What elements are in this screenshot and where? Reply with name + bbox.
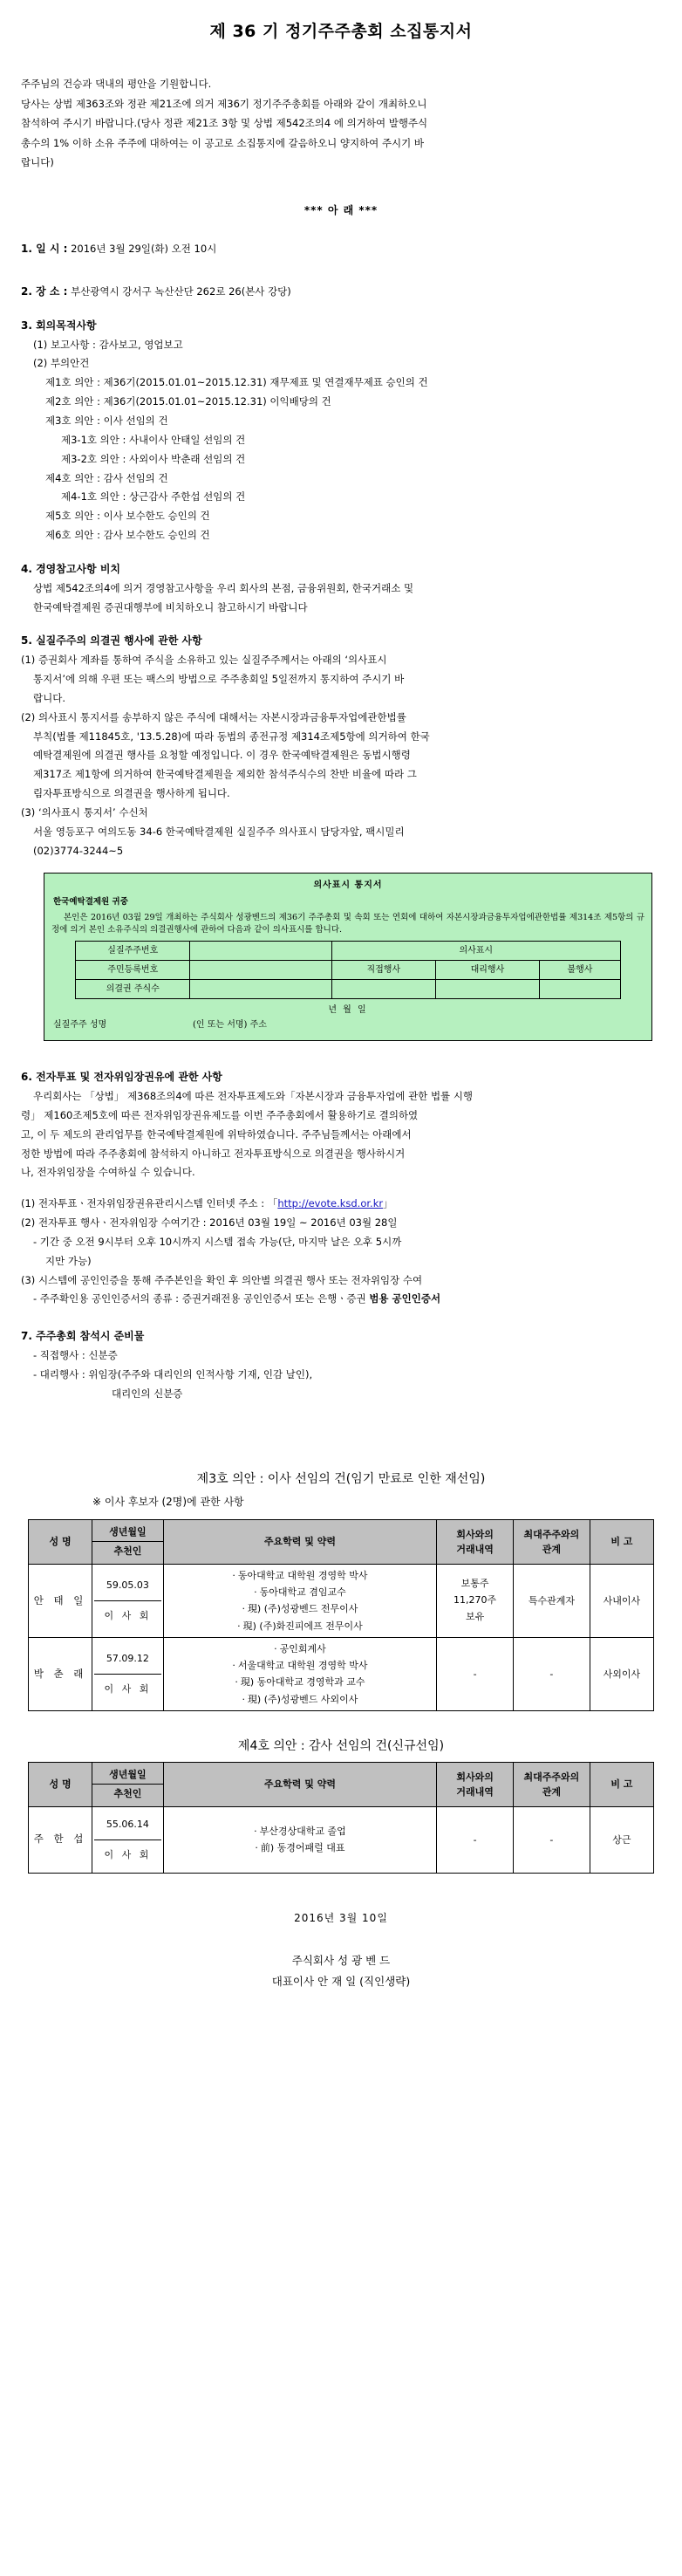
intent-notice-box (44, 873, 652, 1041)
career-item: · 서울대학교 대학원 경영학 박사 (166, 1657, 435, 1674)
career-item: · 동아대학교 겸임교수 (166, 1584, 435, 1600)
header-relation-line2: 관계 (542, 1543, 562, 1555)
section-4-line-2: 한국예탁결제원 증권대행부에 비치하오니 참고하시기 바랍니다 (33, 600, 308, 613)
cell-label-shareholder-no: 실질주주번호 (76, 942, 190, 961)
agenda3-title: 제3호 의안 : 이사 선임의 건(임기 만료로 인한 재선임) (196, 1471, 486, 1486)
section-6-heading: 6. 전자투표 및 전자위임장권유에 관한 사항 (21, 1071, 222, 1084)
career-item: · 前) 동경어패럴 대표 (166, 1840, 435, 1856)
section-agenda-purpose (14, 316, 668, 545)
candidate-note: 사외이사 (590, 1637, 653, 1710)
candidate-dob-recommender (92, 1637, 164, 1710)
header-company-dealings (437, 1762, 514, 1806)
candidate-career (163, 1564, 437, 1637)
candidate-recommender: 이 사 회 (104, 1848, 152, 1860)
candidate-dob-recommender (92, 1564, 164, 1637)
career-item: · 現) (주)성광벤드 전무이사 (166, 1600, 435, 1617)
candidate-note: 사내이사 (590, 1564, 653, 1637)
section-6-item-3: (3) 시스템에 공인인증을 통해 주주본인을 확인 후 의안별 의결권 행사 또는 전자위임장 수여 (21, 1273, 423, 1286)
auditor-candidates-table (28, 1762, 654, 1874)
agenda-item-3: 제3호 의안 : 이사 선임의 건 (45, 414, 168, 427)
header-dob: 생년월일 (92, 1523, 163, 1542)
career-item: · 現) (주)화진피에프 전무이사 (166, 1618, 435, 1634)
section-4-line-1: 상법 제542조의4에 의거 경영참고사항을 우리 회사의 본점, 금융위원회, 한국거래소 및 (33, 581, 414, 594)
table-row (29, 1637, 654, 1710)
intent-notice-footer (51, 1018, 644, 1031)
candidate-company-dealings: - (437, 1637, 514, 1710)
section-4-heading: 4. 경영참고사항 비치 (21, 562, 121, 575)
evote-url-link[interactable]: http://evote.ksd.or.kr (277, 1197, 384, 1210)
section-6-item-2-sub-b: 지만 가능) (45, 1254, 92, 1267)
agenda-item-4-1: 제4-1호 의안 : 상근감사 주한섭 선임의 건 (61, 490, 246, 504)
representative-name: 대표이사 안 재 일 (직인생략) (271, 1974, 411, 1988)
section-6-body-line-2: 령」 제160조제5호에 따른 전자위임장권유제도를 이번 주주총회에서 활용하기로 결의하였 (21, 1108, 419, 1121)
arae-divider: *** 아 래 *** (303, 203, 379, 216)
agenda-item-1: 제1호 의안 : 제36기(2015.01.01~2015.12.31) 재무제표 및 연결재무제표 승인의 건 (45, 376, 428, 389)
cell-input-resident-no[interactable] (190, 961, 331, 980)
candidate-relation: 특수관계자 (514, 1564, 590, 1637)
header-company-dealings (437, 1519, 514, 1564)
agenda-item-6: 제6호 의안 : 감사 보수한도 승인의 건 (45, 529, 210, 542)
section-1-value: 2016년 3월 29일(화) 오전 10시 (71, 243, 217, 256)
agenda4-title: 제4호 의안 : 감사 선임의 건(신규선임) (237, 1738, 445, 1753)
cell-check-proxy[interactable] (435, 980, 539, 999)
cell-input-shareholder-no[interactable] (190, 942, 331, 961)
cell-check-abstain[interactable] (540, 980, 621, 999)
cell-option-abstain: 불행사 (540, 961, 621, 980)
candidate-company-dealings: - (437, 1806, 514, 1873)
table-header-row (29, 1519, 654, 1564)
career-item: · 동아대학교 대학원 경영학 박사 (166, 1567, 435, 1584)
candidate-dob: 59.05.03 (94, 1571, 161, 1601)
spacer (21, 1182, 668, 1195)
section-3-heading: 3. 회의목적사항 (21, 319, 97, 332)
section-6-body-line-4: 정한 방법에 따라 주주총회에 참석하지 아니하고 전자투표방식으로 의결권을 행사하시거 (21, 1147, 406, 1160)
section-6-item-2: (2) 전자투표 행사ㆍ전자위임장 수여기간 : 2016년 03월 19일 ~ 2016년 03월 28일 (21, 1216, 398, 1230)
dealings-line: 보유 (465, 1610, 485, 1622)
section-1-label: 1. 일 시 : (21, 243, 68, 256)
section-3-report: (1) 보고사항 : 감사보고, 영업보고 (33, 338, 183, 351)
table-row (76, 942, 621, 961)
header-major-shareholder-relation (514, 1762, 590, 1806)
page-title: 제 36 기 정기주주총회 소집통지서 (209, 22, 473, 41)
candidate-name: 안 태 일 (29, 1564, 92, 1637)
header-dob: 생년월일 (92, 1765, 163, 1785)
intro-line-3: 참석하여 주시기 바랍니다.(당사 정관 제21조 3항 및 상법 제542조의4 에 의거하여 발행주식 (21, 117, 428, 130)
agenda-item-4: 제4호 의안 : 감사 선임의 건 (45, 471, 168, 484)
career-item: · 現) 동아대학교 경영학과 교수 (166, 1674, 435, 1690)
header-career: 주요학력 및 약력 (163, 1762, 437, 1806)
cert-types-emphasis: 범용 공인인증서 (369, 1292, 441, 1305)
section-5-p1-line-1: (1) 증권회사 계좌를 통하여 주식을 소유하고 있는 실질주주께서는 아래의 ‘의사표시 (21, 654, 387, 667)
section-electronic-voting (14, 1067, 668, 1309)
header-dob-recommender (92, 1519, 164, 1564)
intent-notice-recipient: 한국예탁결제원 귀중 (53, 897, 128, 908)
candidate-name: 박 춘 래 (29, 1637, 92, 1710)
intro-line-4: 총수의 1% 이하 소유 주주에 대하여는 이 공고로 소집통지에 갈음하오니 양지하여 주시기 바 (21, 136, 425, 149)
section-5-heading: 5. 실질주주의 의결권 행사에 관한 사항 (21, 634, 202, 647)
cell-check-direct[interactable] (331, 980, 435, 999)
career-item: · 現) (주)성광벤드 사외이사 (166, 1691, 435, 1708)
career-item: · 부산경상대학교 졸업 (166, 1823, 435, 1840)
section-2-label: 2. 장 소 : (21, 284, 68, 298)
section-5-p2-line-3: 예탁결제원에 의결권 행사를 요청할 예정입니다. 이 경우 한국예탁결제원은 동법시행령 (33, 749, 411, 762)
cell-label-resident-no: 주민등록번호 (76, 961, 190, 980)
section-5-p2-line-1: (2) 의사표시 통지서를 송부하지 않은 주식에 대해서는 자본시장과금융투자업에관한법률 (21, 710, 406, 723)
candidate-relation: - (514, 1806, 590, 1873)
spacer (14, 1404, 668, 1444)
header-recommender: 추천인 (113, 1545, 142, 1558)
bracket-close: 」 (383, 1197, 393, 1210)
section-beneficial-shareholder (14, 631, 668, 860)
signature-block (14, 1950, 668, 1992)
section-5-p3-line-3: (02)3774-3244~5 (33, 844, 124, 857)
header-dob-recommender (92, 1762, 164, 1806)
header-company-dealings-line2: 거래내역 (456, 1785, 494, 1798)
section-6-body-line-3: 고, 이 두 제도의 관리업무를 한국예탁결제원에 위탁하였습니다. 주주님들께서는 아래에서 (21, 1127, 412, 1141)
candidate-recommender: 이 사 회 (104, 1682, 152, 1695)
dealings-line: 11,270주 (454, 1594, 497, 1607)
candidate-dob: 55.06.14 (94, 1810, 161, 1840)
section-6-body-line-5: 나, 전자위임장을 수여하실 수 있습니다. (21, 1166, 195, 1179)
bracket-open: 「 (267, 1197, 278, 1210)
section-meeting-requirements (14, 1326, 668, 1403)
intent-notice-date-line: 년 월 일 (328, 1005, 368, 1016)
section-7-heading: 7. 주주총회 참석시 준비물 (21, 1330, 145, 1343)
section-6-item-2-sub-a: - 기간 중 오전 9시부터 오후 10시까지 시스템 접속 가능(단, 마지막 날은 오후 5시까 (33, 1235, 402, 1248)
section-datetime (14, 239, 668, 259)
section-7-line-3: 대리인의 신분증 (112, 1387, 183, 1400)
agenda-item-5: 제5호 의안 : 이사 보수한도 승인의 건 (45, 510, 210, 523)
intro-paragraphs (14, 74, 668, 172)
agenda3-subtitle: ※ 이사 후보자 (2명)에 관한 사항 (92, 1496, 244, 1509)
section-7-line-2: - 대리행사 : 위임장(주주와 대리인의 인적사항 기재, 인감 날인), (33, 1367, 313, 1380)
section-5-p1-line-2: 통지서’에 의해 우편 또는 팩스의 방법으로 주주총회일 5일전까지 통지하여 주시기 바 (33, 673, 405, 686)
header-company-dealings-line1: 회사와의 (456, 1771, 494, 1783)
header-company-dealings-line1: 회사와의 (456, 1528, 494, 1540)
director-candidates-table (28, 1519, 654, 1711)
section-7-line-1: - 직접행사 : 신분증 (33, 1349, 118, 1362)
intent-notice-seal-label: (인 또는 서명) 주소 (193, 1020, 267, 1031)
candidate-career (163, 1806, 437, 1873)
candidate-recommender: 이 사 회 (104, 1609, 152, 1621)
career-item: · 공인회계사 (166, 1641, 435, 1657)
header-name: 성 명 (29, 1519, 92, 1564)
intro-line-1: 주주님의 건승과 댁내의 평안을 기원합니다. (21, 78, 212, 91)
cell-option-proxy: 대리행사 (435, 961, 539, 980)
company-name: 주식회사 성 광 벤 드 (291, 1954, 391, 1968)
cell-option-direct: 직접행사 (331, 961, 435, 980)
section-5-p2-line-2: 부칙(법률 제11845호, '13.5.28)에 따라 동법의 종전규정 제314조제5항에 의거하여 한국 (33, 730, 430, 743)
header-recommender: 추천인 (113, 1788, 142, 1800)
table-row (76, 980, 621, 999)
intent-notice-title: 의사표시 통지서 (313, 880, 383, 891)
section-5-p3-line-1: (3) ‘의사표시 통지서’ 수신처 (21, 805, 148, 819)
header-note: 비 고 (590, 1519, 653, 1564)
section-3-agenda-heading: (2) 부의안건 (33, 357, 90, 370)
table-row (76, 961, 621, 980)
candidate-name: 주 한 섭 (29, 1806, 92, 1873)
intent-notice-name-label: 실질주주 성명 (53, 1020, 107, 1031)
section-5-p2-line-5: 림자투표방식으로 의결권을 행사하게 됩니다. (33, 787, 230, 800)
header-name: 성 명 (29, 1762, 92, 1806)
intro-line-5: 랍니다) (21, 156, 54, 169)
cert-types-text: - 주주확인용 공인인증서의 종류 : 증권거래전용 공인인증서 또는 은행ㆍ증권 (33, 1292, 370, 1305)
agenda-item-3-1: 제3-1호 의안 : 사내이사 안태일 선임의 건 (61, 433, 246, 446)
candidate-dob: 57.09.12 (94, 1644, 161, 1675)
header-relation-line1: 최대주주와의 (523, 1528, 580, 1540)
agenda-item-3-2: 제3-2호 의안 : 사외이사 박춘래 선임의 건 (61, 452, 246, 465)
section-5-p3-line-2: 서울 영등포구 여의도동 34-6 한국예탁결제원 실질주주 의사표시 담당자앞, 팩시밀리 (33, 825, 405, 838)
header-major-shareholder-relation (514, 1519, 590, 1564)
candidate-career (163, 1637, 437, 1710)
section-management-reference (14, 559, 668, 617)
table-row (29, 1564, 654, 1637)
section-5-p2-line-4: 제317조 제1항에 의거하여 한국예탁결제원을 제외한 참석주식수의 찬반 비율에 따라 그 (33, 768, 417, 781)
intent-notice-body: 본인은 2016년 03월 29일 개최하는 주식회사 성광벤드의 제36기 주주총회 및 속회 또는 연회에 대하여 자본시장과금융투자업에관한법률 제314조 제5항의 규정에 의거 본인 소유주식의 의결권행사에 관하여 다음과 같이 의사표시를 합니다. (51, 912, 644, 935)
section-place (14, 282, 668, 302)
intent-notice-table (75, 941, 621, 999)
dealings-line: 보통주 (460, 1578, 489, 1590)
header-relation-line2: 관계 (542, 1785, 562, 1798)
section-6-item-1-label: (1) 전자투표ㆍ전자위임장권유관리시스템 인터넷 주소 : (21, 1197, 268, 1210)
section-6-body-line-1: 우리회사는 「상법」 제368조의4에 따른 전자투표제도와「자본시장과 금융투자업에 관한 법률 시행 (33, 1090, 474, 1103)
header-career: 주요학력 및 약력 (163, 1519, 437, 1564)
section-5-p1-line-3: 랍니다. (33, 691, 65, 704)
candidate-relation: - (514, 1637, 590, 1710)
candidate-note: 상근 (590, 1806, 653, 1873)
section-2-value: 부산광역시 강서구 녹산산단 262로 26(본사 강당) (71, 284, 291, 298)
header-relation-line1: 최대주주와의 (523, 1771, 580, 1783)
candidate-company-dealings (437, 1564, 514, 1637)
table-header-row (29, 1762, 654, 1806)
section-6-item-3-sub (21, 1290, 668, 1309)
header-note: 비 고 (590, 1762, 653, 1806)
section-6-item-1 (21, 1195, 668, 1214)
candidate-dob-recommender (92, 1806, 164, 1873)
cell-header-intent: 의사표시 (331, 942, 620, 961)
cell-input-voting-shares[interactable] (190, 980, 331, 999)
cell-label-voting-shares: 의결권 주식수 (76, 980, 190, 999)
signature-date: 2016년 3월 10일 (294, 1911, 388, 1924)
table-row (29, 1806, 654, 1873)
header-company-dealings-line2: 거래내역 (456, 1543, 494, 1555)
intro-line-2: 당사는 상법 제363조와 정관 제21조에 의거 제36기 정기주주총회를 아래와 같이 개최하오니 (21, 97, 427, 110)
agenda-item-2: 제2호 의안 : 제36기(2015.01.01~2015.12.31) 이익배당의 건 (45, 395, 331, 408)
